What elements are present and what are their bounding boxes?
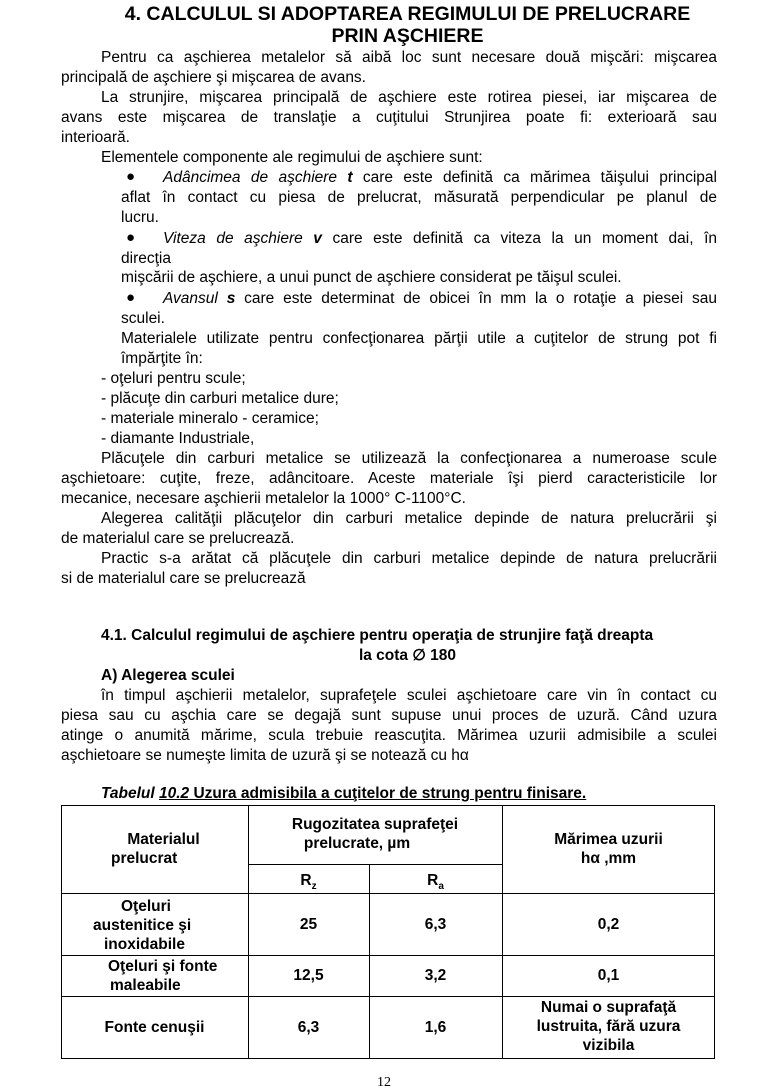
bullet-icon: ● bbox=[126, 168, 136, 185]
paragraph-line: în timpul aşchierii metalelor, suprafeţele sculei aşchietoare care vin în contact cu bbox=[101, 687, 717, 704]
subsection-title: A) Alegerea sculei bbox=[101, 667, 235, 684]
chapter-title-line1: 4. CALCULUL SI ADOPTAREA REGIMULUI DE PRELUCRARE bbox=[124, 3, 691, 25]
table-caption: Tabelul 10.2 Uzura admisibila a cuţitelor de strung pentru finisare. bbox=[101, 785, 587, 802]
paragraph-line: avans este mişcarea de translaţie a cuţitului Strunjirea poate fi: exterioară sau bbox=[61, 109, 717, 126]
bullet-item-feed: Avansul s care este determinat de obicei în mm la o rotaţie a piesei sau bbox=[163, 290, 717, 307]
bullet-item-depth: Adâncimea de aşchiere t care este definită ca mărimea tăişului principal bbox=[163, 169, 717, 186]
paragraph-line: Alegerea calităţii plăcuţelor din carburi metalice depinde de natura prelucrării şi bbox=[101, 510, 717, 527]
paragraph-line: piesa sau cu aşchia care se degajă sunt supuse unui proces de uzură. Când uzura bbox=[61, 707, 717, 724]
list-item: - oţeluri pentru scule; bbox=[101, 370, 246, 387]
paragraph-line: lucru. bbox=[121, 209, 159, 226]
header-material: Materialul prelucrat bbox=[111, 831, 200, 867]
header-roughness: Rugozitatea suprafeţei prelucrate, µm bbox=[291, 816, 459, 852]
paragraph-line: Materialele utilizate pentru confecţionarea părţii utile a cuţitelor de strung pot fi bbox=[121, 330, 717, 347]
section-title-line2: la cota ∅ 180 bbox=[358, 647, 457, 664]
paragraph-line: sculei. bbox=[121, 310, 165, 327]
table-row-1-material: Oţeluri austenitice şi inoxidabile bbox=[93, 898, 192, 953]
paragraph-line: direcţia bbox=[121, 250, 171, 267]
chapter-title-line2: PRIN AŞCHIERE bbox=[331, 25, 484, 47]
table-row-3-material: Fonte cenuşii bbox=[104, 1019, 205, 1036]
paragraph-line: Plăcuţele din carburi metalice se utilizează la confecţionarea a numeroase scule bbox=[101, 450, 717, 467]
bullet-item-speed: Viteza de aşchiere v care este definită ca viteza la un moment dai, în bbox=[163, 230, 717, 247]
list-item: - plăcuţe din carburi metalice dure; bbox=[101, 390, 339, 407]
paragraph-line: Elementele componente ale regimului de aşchiere sunt: bbox=[101, 149, 483, 166]
paragraph-line: Pentru ca aşchierea metalelor să aibă loc sunt necesare două mişcări: mişcarea bbox=[101, 49, 717, 66]
header-wear: Mărimea uzurii hα ,mm bbox=[554, 831, 663, 867]
table-row-3-rz: 6,3 bbox=[297, 1019, 320, 1036]
table-row-1-rz: 25 bbox=[299, 916, 318, 933]
paragraph-line: Practic s-a arătat că plăcuţele din carburi metalice depinde de natura prelucrării bbox=[101, 550, 717, 567]
table-row-3-wear: Numai o suprafaţă lustruita, fără uzura vizibila bbox=[536, 999, 681, 1054]
list-item: - materiale mineralo - ceramice; bbox=[101, 410, 319, 427]
paragraph-line: interioară. bbox=[61, 129, 130, 146]
table-row-2-wear: 0,1 bbox=[597, 967, 620, 984]
section-title-line1: 4.1. Calculul regimului de aşchiere pentru operaţia de strunjire faţă dreapta bbox=[101, 627, 654, 644]
bullet-icon: ● bbox=[126, 229, 136, 246]
header-rz: $R_z$ bbox=[300, 872, 317, 893]
paragraph-line: atinge o anumită mărime, scula trebuie reascuţita. Mărimea uzurii admisibile a sculei bbox=[61, 727, 717, 744]
paragraph-line: împărţite în: bbox=[121, 350, 203, 367]
list-item: - diamante Industriale, bbox=[101, 430, 255, 447]
page-number: 12 bbox=[377, 1075, 391, 1090]
table-row-1-ra: 6,3 bbox=[424, 916, 447, 933]
wear-table bbox=[61, 805, 715, 1059]
table-row-2-ra: 3,2 bbox=[424, 967, 447, 984]
paragraph-line: aflat în contact cu piesa de prelucrat, măsurată perpendicular pe planul de bbox=[121, 189, 717, 206]
bullet-icon: ● bbox=[126, 289, 136, 306]
table-row-2-rz: 12,5 bbox=[293, 967, 324, 984]
table-row-3-ra: 1,6 bbox=[424, 1019, 447, 1036]
paragraph-line: aşchietoare se numeşte limita de uzură şi se notează cu hα bbox=[61, 747, 469, 764]
paragraph-line: principală de aşchiere şi mişcarea de avans. bbox=[61, 69, 366, 86]
header-ra: $R_a$ bbox=[427, 872, 444, 893]
table-row-2-material: Oţeluri şi fonte maleabile bbox=[108, 958, 218, 994]
paragraph-line: La strunjire, mişcarea principală de aşchiere este rotirea piesei, iar mişcarea de bbox=[101, 89, 717, 106]
paragraph-line: si de materialul care se prelucrează bbox=[61, 570, 306, 587]
paragraph-line: de materialul care se prelucrează. bbox=[61, 530, 295, 547]
paragraph-line: aşchietoare: cuţite, freze, adâncitoare. Aceste materiale îşi pierd caracteristicile lor bbox=[61, 470, 717, 487]
table-row-1-wear: 0,2 bbox=[597, 916, 620, 933]
paragraph-line: mişcării de aşchiere, a unui punct de aşchiere considerat pe tăişul sculei. bbox=[121, 269, 622, 286]
paragraph-line: mecanice, necesare aşchierii metalelor la 1000° C-1100°C. bbox=[61, 490, 466, 507]
